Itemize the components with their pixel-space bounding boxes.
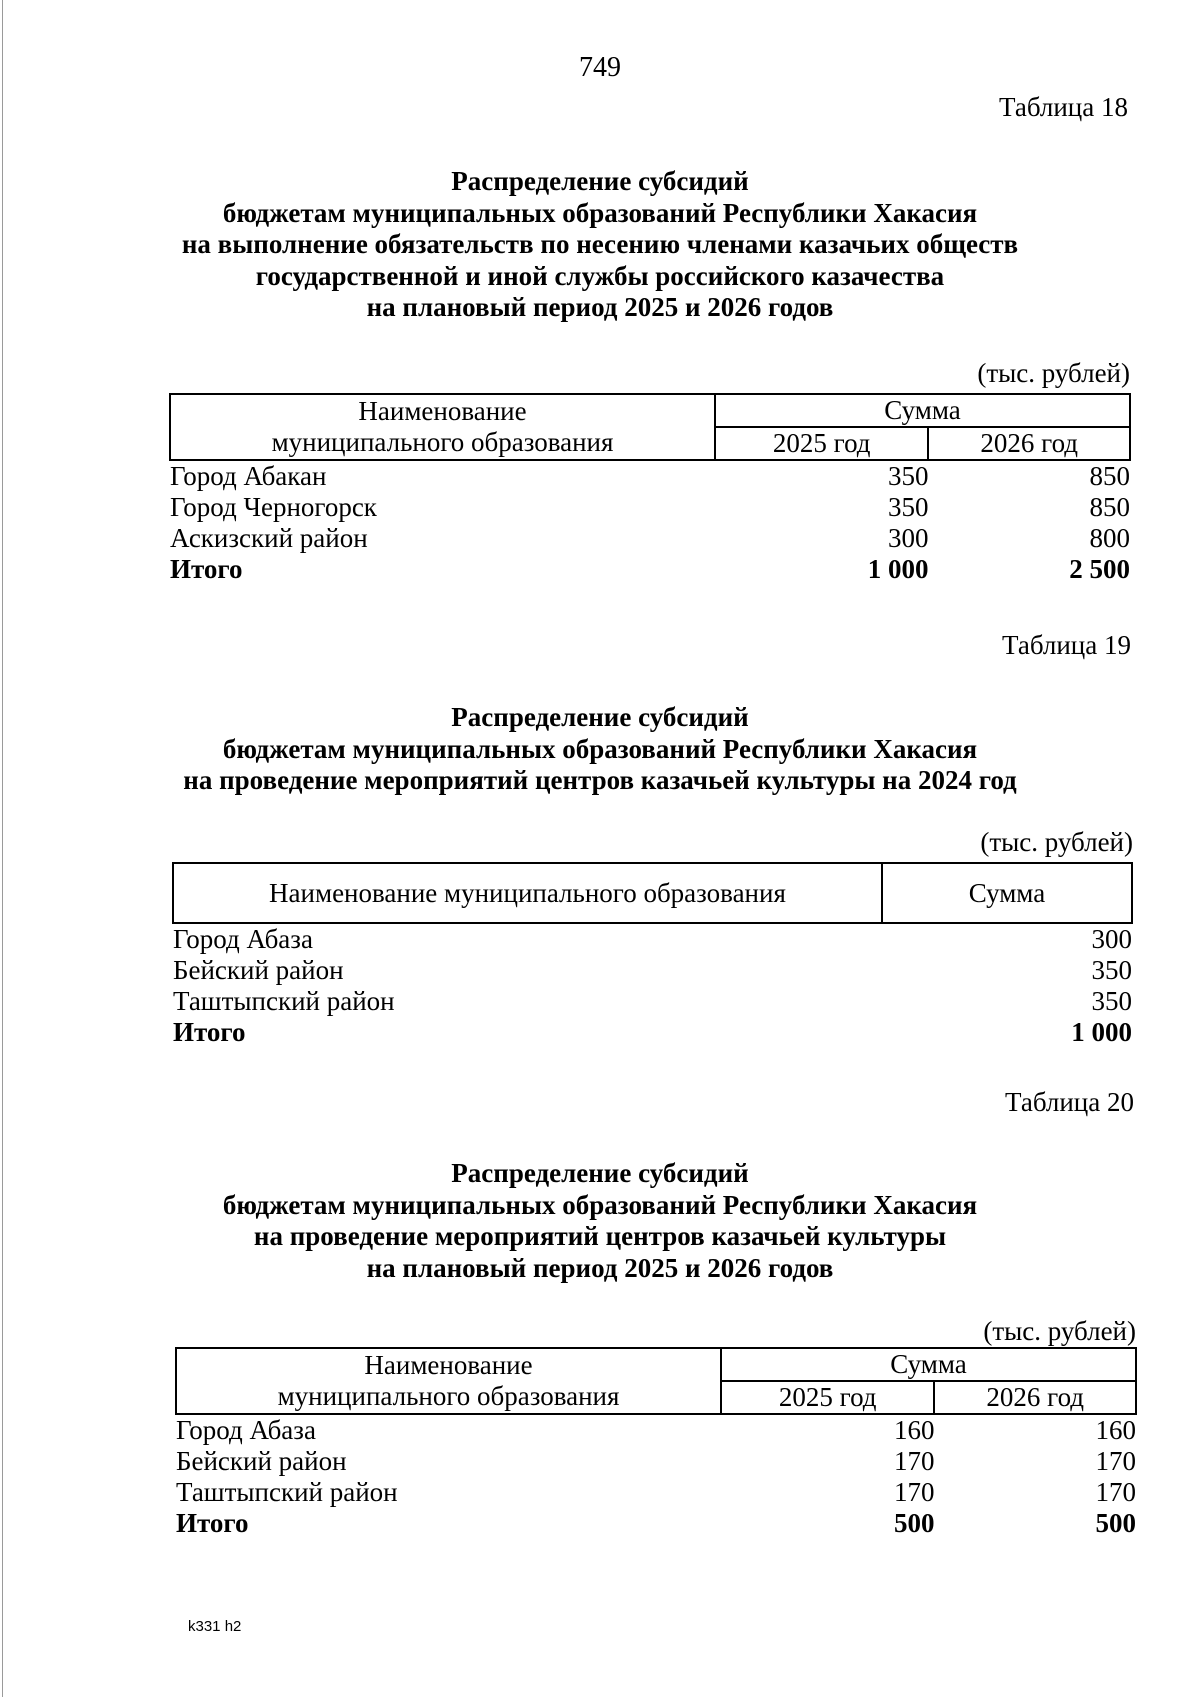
- table-row: [173, 986, 1132, 1017]
- table-18-title: [0, 166, 1200, 324]
- row-value-2025: 170: [893, 1477, 935, 1507]
- table-20: [175, 1347, 1137, 1539]
- table-total-row: [176, 1508, 1136, 1539]
- header-name-cell: Наименование муниципального образования: [173, 863, 882, 923]
- title-line: на выполнение обязательств по несению членами казачьих обществ: [181, 229, 1019, 259]
- row-value-2026: 170: [1095, 1446, 1136, 1476]
- table-row: [173, 955, 1132, 986]
- header-sum-cell: Сумма: [721, 1348, 1136, 1381]
- total-value-2026: 2 500: [1069, 554, 1130, 584]
- row-name: Таштыпский район: [173, 986, 395, 1016]
- table-row: [170, 523, 1130, 554]
- row-name: Бейский район: [173, 955, 344, 985]
- row-value-2025: 160: [893, 1415, 935, 1445]
- row-value-2026: 160: [1095, 1415, 1136, 1445]
- row-value: 350: [1091, 955, 1132, 985]
- total-label: Итого: [173, 1017, 246, 1047]
- header-sum-cell: Сумма: [882, 863, 1132, 923]
- row-value-2025: 350: [887, 461, 929, 491]
- table-19-title: [0, 702, 1200, 797]
- table-row: [176, 1446, 1136, 1477]
- table-row: [170, 492, 1130, 523]
- title-line: государственной и иной службы российского казачества: [255, 260, 945, 291]
- header-name-line: Наименование: [358, 396, 527, 426]
- row-value: 350: [1091, 986, 1132, 1016]
- table-20-units: (тыс. рублей): [983, 1316, 1136, 1346]
- table-total-row: [170, 554, 1130, 585]
- total-value-2026: 500: [1095, 1508, 1136, 1538]
- total-value-2025: 1 000: [867, 554, 929, 584]
- footer-code: k331 h2: [188, 1618, 242, 1635]
- table-row: [176, 1414, 1136, 1446]
- title-line: бюджетам муниципальных образований Республики Хакасия: [222, 1189, 978, 1220]
- total-label: Итого: [176, 1508, 249, 1538]
- header-name-line: муниципального образования: [277, 1381, 620, 1411]
- table-20-label: Таблица 20: [1005, 1087, 1134, 1117]
- title-line: Распределение субсидий: [451, 166, 749, 196]
- row-name: Аскизский район: [170, 523, 368, 553]
- page-number: 749: [579, 52, 621, 83]
- table-header-row: [170, 394, 1130, 427]
- table-row: [170, 460, 1130, 492]
- table-19: [172, 862, 1133, 1048]
- row-value-2026: 800: [1089, 523, 1130, 553]
- table-20-title: [0, 1158, 1200, 1284]
- title-line: на плановый период 2025 и 2026 годов: [366, 292, 834, 322]
- header-sum-cell: Сумма: [715, 394, 1130, 427]
- row-value: 300: [1091, 924, 1132, 954]
- table-18-units: (тыс. рублей): [977, 358, 1130, 388]
- title-line: бюджетам муниципальных образований Республики Хакасия: [222, 197, 978, 228]
- title-line: Распределение субсидий: [451, 1158, 749, 1188]
- row-value-2026: 850: [1089, 492, 1130, 522]
- row-name: Бейский район: [176, 1446, 347, 1476]
- title-line: Распределение субсидий: [451, 702, 749, 732]
- row-name: Город Абаза: [176, 1415, 316, 1445]
- header-year-2026: 2026 год: [928, 427, 1130, 460]
- header-name-line: муниципального образования: [271, 427, 614, 457]
- table-19-label: Таблица 19: [1002, 630, 1131, 660]
- row-value-2026: 170: [1095, 1477, 1136, 1507]
- title-line: на плановый период 2025 и 2026 годов: [366, 1252, 834, 1283]
- total-value-2025: 500: [893, 1508, 935, 1538]
- header-name-line: Наименование: [364, 1350, 533, 1380]
- title-line: на проведение мероприятий центров казачьей культуры: [253, 1221, 947, 1251]
- header-year-2026: 2026 год: [934, 1381, 1136, 1414]
- title-line: бюджетам муниципальных образований Республики Хакасия: [222, 733, 978, 764]
- row-value-2026: 850: [1089, 461, 1130, 491]
- table-total-row: [173, 1017, 1132, 1048]
- row-name: Город Черногорск: [170, 492, 377, 522]
- row-name: Город Абакан: [170, 461, 327, 491]
- table-row: [176, 1477, 1136, 1508]
- header-name-cell: [170, 394, 715, 460]
- table-19-units: (тыс. рублей): [980, 827, 1133, 857]
- row-value-2025: 350: [887, 492, 929, 522]
- total-value: 1 000: [1071, 1017, 1132, 1047]
- table-18-label: Таблица 18: [999, 92, 1128, 122]
- table-row: [173, 923, 1132, 955]
- total-label: Итого: [170, 554, 243, 584]
- row-name: Таштыпский район: [176, 1477, 398, 1507]
- table-header-row: [176, 1348, 1136, 1381]
- row-value-2025: 170: [893, 1446, 935, 1476]
- row-value-2025: 300: [887, 523, 929, 553]
- table-18: [169, 393, 1131, 585]
- header-year-2025: 2025 год: [721, 1381, 934, 1414]
- header-name-cell: [176, 1348, 721, 1414]
- title-line: на проведение мероприятий центров казачьей культуры на 2024 год: [183, 765, 1017, 795]
- row-name: Город Абаза: [173, 924, 313, 954]
- table-header-row: [173, 863, 1132, 923]
- header-year-2025: 2025 год: [715, 427, 928, 460]
